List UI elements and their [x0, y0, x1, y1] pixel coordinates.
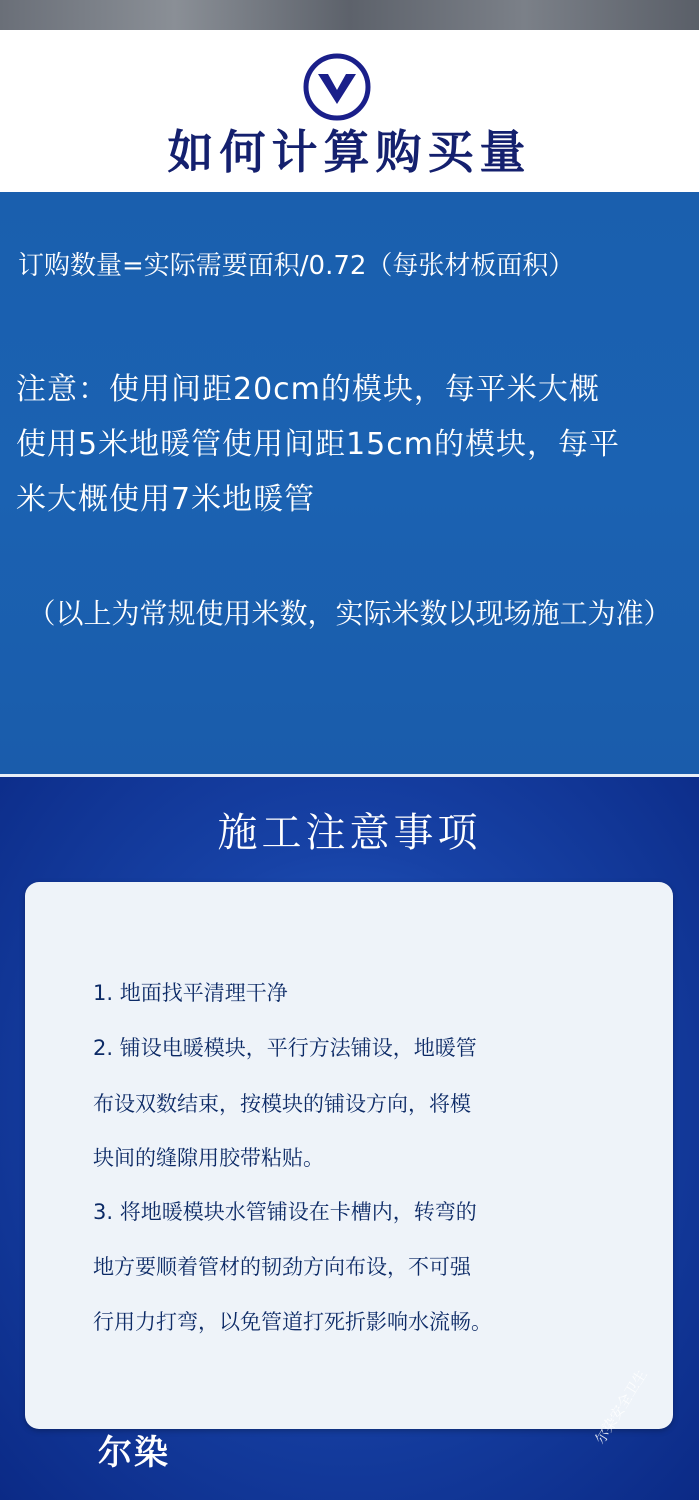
- note-line: 注意：使用间距20cm的模块，每平米大概: [16, 372, 600, 407]
- calculation-panel: [0, 192, 699, 774]
- chevron-down-icon: [302, 52, 372, 122]
- disclaimer-text: （以上为常规使用米数，实际米数以现场施工为准）: [27, 597, 672, 630]
- watermark-text: 尔染安全卫生: [592, 1367, 651, 1448]
- note-text: [16, 362, 686, 527]
- formula-text: 订购数量=实际需要面积/0.72（每张材板面积）: [18, 251, 575, 281]
- notes-line: 2. 铺设电暖模块，平行方法铺设，地暖管: [93, 1036, 477, 1060]
- page-header: [0, 30, 699, 192]
- notes-line: 行用力打弯，以免管道打死折影响水流畅。: [93, 1310, 492, 1334]
- notes-card: [25, 882, 673, 1429]
- top-photo-strip: [0, 0, 699, 30]
- construction-notes-panel: [0, 777, 699, 1500]
- page-title: 如何计算购买量: [167, 125, 532, 179]
- note-line: 米大概使用7米地暖管: [16, 482, 316, 517]
- notes-line: 布设双数结束，按模块的铺设方向，将模: [93, 1092, 471, 1116]
- section-title: 施工注意事项: [217, 810, 482, 856]
- brand-logo-text: 尔染: [98, 1433, 170, 1473]
- notes-line: 3. 将地暖模块水管铺设在卡槽内，转弯的: [93, 1200, 477, 1224]
- notes-line: 地方要顺着管材的韧劲方向布设，不可强: [93, 1255, 471, 1279]
- notes-line: 块间的缝隙用胶带粘贴。: [93, 1146, 324, 1170]
- notes-line: 1. 地面找平清理干净: [93, 981, 288, 1005]
- note-line: 使用5米地暖管使用间距15cm的模块，每平: [16, 427, 620, 462]
